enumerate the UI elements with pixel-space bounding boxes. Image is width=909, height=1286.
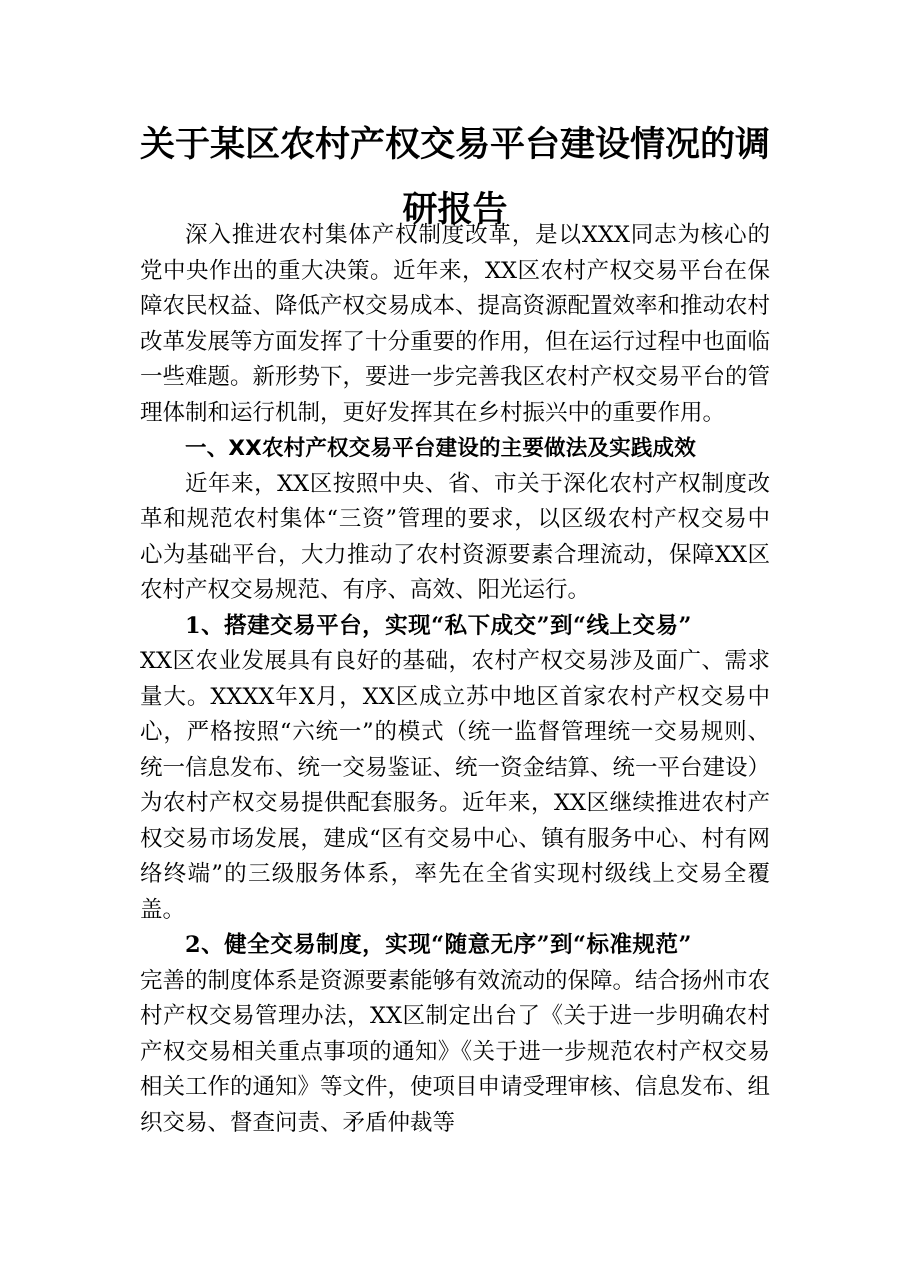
item-1-heading: 1、搭建交易平台，实现“私下成交”到“线上交易” [185,612,692,639]
item-1-paragraph: XX区农业发展具有良好的基础，农村产权交易涉及面广、需求量大。XXXX年X月，XX区成立苏中地区首家农村产权交易中心，严格按照“六统一”的模式（统一监督管理统一交易规则、统一信息发布、统一交易鉴证、统一资金结算、统一平台建设）为农村产权交易提供配套服务。近年来，XX区继续推进农村产权交易市场发展，建成“区有交易中心、镇有服务中心、村有网络终端”的三级服务体系，率先在全省实现村级线上交易全覆盖。 [140,648,771,923]
document-body [140,218,770,1141]
section-1-paragraph: 近年来，XX区按照中央、省、市关于深化农村产权制度改革和规范农村集体“三资”管理的要求，以区级农村产权交易中心为基础平台，大力推动了农村资源要素合理流动，保障XX区农村产权交易规范、有序、高效、阳光运行。 [140,470,770,603]
document-title-line-2: 研报告 [402,189,508,230]
item-2-heading: 2、健全交易制度，实现“随意无序”到“标准规范” [185,932,692,958]
item-2-paragraph: 完善的制度体系是资源要素能够有效流动的保障。结合扬州市农村产权交易管理办法，XX区制定出台了《关于进一步明确农村产权交易相关重点事项的通知》《关于进一步规范农村产权交易相关工作的通知》等文件，使项目申请受理审核、信息发布、组织交易、督查问责、矛盾仲裁等 [140,967,771,1136]
intro-paragraph: 深入推进农村集体产权制度改革，是以XXX同志为核心的党中央作出的重大决策。近年来，XX区农村产权交易平台在保障农民权益、降低产权交易成本、提高资源配置效率和推动农村改革发展等方面发挥了十分重要的作用，但在运行过程中也面临一些难题。新形势下，要进一步完善我区农村产权交易平台的管理体制和运行机制，更好发挥其在乡村振兴中的重要作用。 [140,222,771,426]
document-title-line-1: 关于某区农村产权交易平台建设情况的调 [140,124,771,165]
section-1-heading: 一、XX农村产权交易平台建设的主要做法及实践成效 [185,436,696,461]
